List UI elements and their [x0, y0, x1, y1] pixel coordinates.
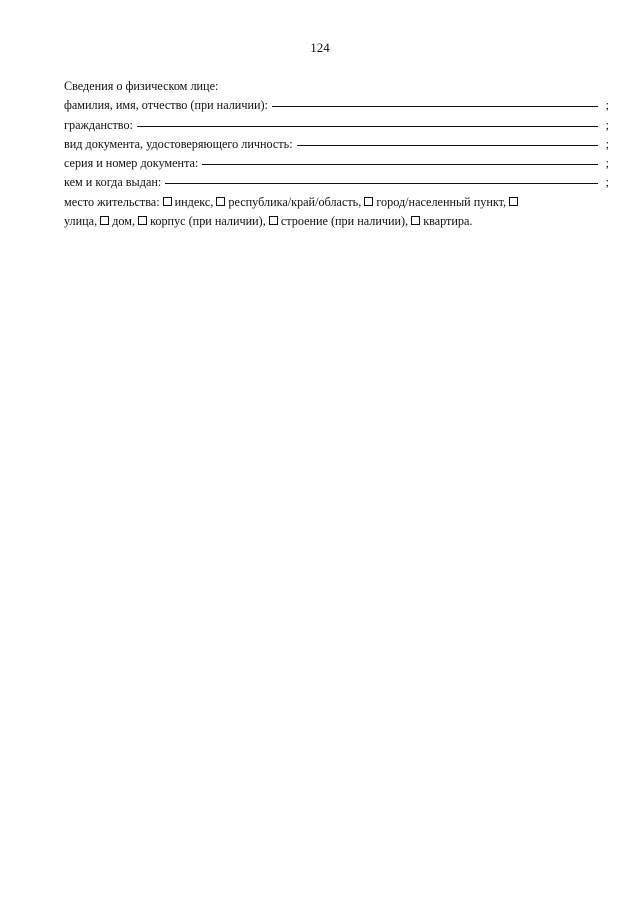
option-label: корпус (при наличии),: [150, 214, 266, 229]
document-series-number-blank: [202, 152, 597, 165]
page-number: 124: [310, 40, 330, 55]
checkbox-icon: [364, 197, 373, 206]
citizenship-blank: [137, 114, 598, 127]
option-label: строение (при наличии),: [280, 214, 409, 229]
option-label: улица,: [64, 214, 98, 229]
residence-option-index[interactable]: [163, 193, 214, 212]
checkbox-icon[interactable]: [509, 197, 518, 206]
checkbox-icon: [138, 216, 147, 225]
residence-option-apartment[interactable]: [411, 212, 472, 231]
residence-option-street[interactable]: [64, 212, 97, 231]
field-end: ;: [605, 175, 609, 190]
checkbox-icon: [163, 197, 172, 206]
option-label: квартира.: [423, 214, 473, 229]
residence-label: место жительства:: [64, 194, 160, 209]
residence-option-building[interactable]: [138, 212, 266, 231]
field-end: ;: [605, 136, 609, 151]
field-label: вид документа, удостоверяющего личность:: [64, 136, 293, 151]
option-label: дом,: [112, 214, 136, 229]
issued-by-blank: [165, 171, 597, 184]
residence-option-structure[interactable]: [269, 212, 408, 231]
field-label: кем и когда выдан:: [64, 175, 162, 190]
residence-line-1: [64, 193, 609, 212]
checkbox-icon: [100, 216, 109, 225]
residence-option-city[interactable]: [364, 193, 506, 212]
field-end: ;: [605, 156, 609, 171]
field-label: серия и номер документа:: [64, 156, 199, 171]
residence-option-house[interactable]: [100, 212, 135, 231]
checkbox-icon: [411, 216, 420, 225]
residence-line-2: [64, 212, 609, 231]
residence-option-region[interactable]: [216, 193, 361, 212]
option-label: республика/край/область,: [228, 194, 362, 209]
checkbox-icon: [216, 197, 225, 206]
checkbox-icon: [269, 216, 278, 225]
field-label: гражданство:: [64, 117, 133, 132]
option-label: город/населенный пункт,: [376, 194, 507, 209]
individual-info-section: [64, 77, 609, 231]
section-title: Сведения о физическом лице:: [64, 79, 219, 93]
field-label: фамилия, имя, отчество (при наличии):: [64, 98, 268, 113]
id-document-type-blank: [297, 133, 598, 146]
field-end: ;: [605, 98, 609, 113]
field-issued-by: [64, 173, 609, 192]
field-end: ;: [605, 117, 609, 132]
full-name-blank: [272, 94, 598, 107]
option-label: индекс,: [174, 194, 214, 209]
